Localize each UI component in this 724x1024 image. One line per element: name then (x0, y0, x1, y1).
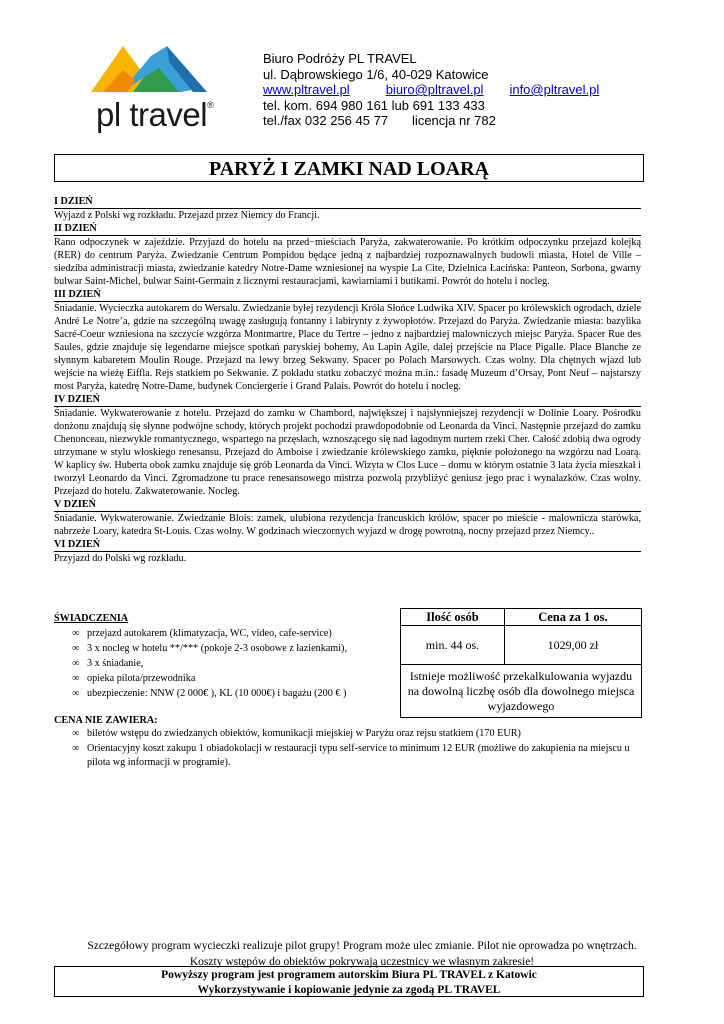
day-heading: II DZIEŃ (54, 222, 641, 236)
day-text: Rano odpoczynek w zajeździe. Przyjazd do hotelu na przed−mieściach Paryża, zakwaterowanie. Po krótkim odpoczynku przejazd kolejką (RER) do centrum Paryża. Zwiedzanie Centrum Pompidou będące jedną z najbardziej rozpoznawalnych budowli miasta, Hotel de Ville – siedziba administracji miasta, zwiedzanie katedry Notre-Dame wzniesionej na wyspie La Cite, Dzielnica Łacińska: Panteon, Sorbona, gwarny bulwar Saint-Michel, bulwar Saint-Germain z licznymi restauracjami, kawiarniami i butikami. Powrót do hotelu i nocleg. (54, 237, 641, 287)
list-item: ∞ przejazd autokarem (klimatyzacja, WC, video, cafe-service) (72, 628, 332, 639)
copyright-line: Powyższy program jest programem autorskim Biura PL TRAVEL z Katowic (161, 969, 537, 981)
footer-note-costs: Koszty wstępów do obiektów pokrywają uczestnicy we własnym zakresie! (189, 955, 535, 968)
company-fax-license: tel./fax 032 256 45 77 licencja nr 782 (263, 113, 496, 128)
excluded-section (54, 714, 654, 771)
infinity-bullet-icon: ∞ (72, 658, 80, 669)
day-heading: IV DZIEŃ (54, 393, 641, 407)
price-value: 1029,00 zł (504, 626, 641, 665)
price-col-price-header: Cena za 1 os. (504, 609, 641, 626)
list-item: ∞ 3 x śniadanie, (72, 658, 144, 669)
footer-note-program: Szczegółowy program wycieczki realizuje pilot grupy! Program może ulec zmianie. Pilot nie oprowadza po wnętrzach. (87, 940, 637, 952)
company-name: Biuro Podróży PL TRAVEL (263, 51, 417, 66)
day-text: Śniadanie. Wycieczka autokarem do Wersalu. Zwiedzanie byłej rezydencji Króla Słońce Ludwika XIV. Spacer po królewskich ogrodach, dziele André Le Notre’a, gdzie na szczególną uwagę zasługują fontanny i labirynty z żywopłotów. Przejazd do Paryża. Zwiedzanie miasta: bazylika Sacré-Coeur wzniesiona na szczycie wzgórza Montmartre, Place du Tertre – jedno z najbardziej malowniczych miejsc Paryża. Spacer Rue des Saules, gdzie znajduje się legendarne miejsce spotkań paryskiej bohemy, Au Lapin Agile, dalej przejście na Place Pigalle. Place Blanche ze słynnym kabaretem Moulin Rouge. Przejazd na lewy brzeg Sekwany. Spacer po Polach Marsowych. Czas wolny. Dla chętnych wjazd lub wejście na wieżę Eiffla. Rejs statkiem po Sekwanie. Z pokładu statku zobaczyć można m.in.: fasadę Muzeum d’Orsay, Pont Neuf – najstarszy most Paryża, katedrę Notre-Dame, budynek Conciergerie i Grand Palais. Powrót do hotelu i nocleg. (54, 303, 641, 392)
day-heading: VI DZIEŃ (54, 538, 641, 552)
price-note: Istnieje możliwość przekalkulowania wyjazdu na dowolną liczbę osób dla dowolnego miejsca wyjazdowego (401, 665, 642, 718)
copyright-line: Wykorzystywanie i kopiowanie jedynie za zgodą PL TRAVEL (197, 983, 501, 996)
infinity-bullet-icon: ∞ (72, 628, 80, 639)
company-links (263, 82, 599, 98)
services-heading: ŚWIADCZENIA (54, 613, 129, 624)
day-heading: V DZIEŃ (54, 498, 641, 512)
excluded-list (54, 727, 654, 771)
persons-value: min. 44 os. (401, 626, 505, 665)
list-item: ∞ opieka pilota/przewodnika (72, 673, 196, 684)
infinity-bullet-icon: ∞ (72, 742, 80, 754)
website-link[interactable]: www.pltravel.pl (263, 82, 350, 97)
day-text: Przyjazd do Polski wg rozkładu. (54, 553, 187, 564)
day-heading: I DZIEŃ (54, 195, 641, 209)
day-text: Wyjazd z Polski wg rozkładu. Przejazd przez Niemcy do Francji. (54, 210, 320, 221)
copyright-box (54, 966, 644, 997)
email-link-info[interactable]: info@pltravel.pl (509, 82, 600, 97)
price-col-persons-header: Ilość osób (401, 609, 505, 626)
list-item: ∞ Orientacyjny koszt zakupu 1 obiadokolacji w restauracji typu self-service to minimum 12 EUR (możliwe do zakupienia na miejscu u pilota wg informacji w programie). (72, 742, 630, 768)
company-address: ul. Dąbrowskiego 1/6, 40-029 Katowice (263, 66, 489, 82)
company-phone: tel. kom. 694 980 161 lub 691 133 433 (263, 97, 485, 113)
email-link-biuro[interactable]: biuro@pltravel.pl (385, 82, 484, 97)
page-title: PARYŻ I ZAMKI NAD LOARĄ (54, 154, 644, 182)
list-item: ∞ biletów wstępu do zwiedzanych obiektów, komunikacji miejskiej w Paryżu oraz rejsu statkiem (170 EUR) (54, 727, 654, 742)
day-text: Śniadanie. Wykwaterowanie z hotelu. Przejazd do zamku w Chambord, największej i najsłynniejszej rezydencji w Dolinie Loary. Pośrodku donżonu znajdują się słynne podwójne schody, których projekt pochodzi prawdopodobnie od Leonarda da Vinci. Następnie przejazd do zamku Chenonceau, niezwykle romantycznego, wspartego na przęsłach, wznoszącego się nad łagodnym nurtem rzeki Cher. Całość zdobią dwa ogrody utrzymane w stylu włoskiego renesansu. Przejazd do Amboise i zwiedzanie królewskiego zamku, pięknie położonego na wzgórzu nad Loarą. W kaplicy św. Huberta obok zamku znajduje się grób Leonarda da Vinci. Wizyta w Clos Luce – domu w którym ostatnie 3 lata życia mieszkał i tworzył Leonardo da Vinci. Zgromadzone tu prace renesansowego mistrza pozwolą przybliżyć geniusz jego prac i wynalazków. Czas wolny. Przejazd do hotelu. Zakwaterowanie. Nocleg. (54, 408, 641, 497)
logo-wordmark: pl travel® (96, 96, 214, 133)
itinerary (54, 195, 641, 565)
list-item: ∞ 3 x nocleg w hotelu **/*** (pokoje 2-3 osobowe z łazienkami), (72, 643, 348, 654)
list-item: ∞ ubezpieczenie: NNW (2 000€ ), KL (10 000€) i bagażu (200 € ) (72, 688, 347, 699)
excluded-heading: CENA NIE ZAWIERA: (54, 715, 158, 726)
infinity-bullet-icon: ∞ (72, 728, 80, 739)
day-text: Śniadanie. Wykwaterowanie. Zwiedzanie Blois: zamek, ulubiona rezydencja francuskich królów, spacer po mieście - malownicza starówka, nabrzeże Loary, katedra St-Louis. Czas wolny. W godzinach wieczornych wyjazd w drogę powrotną, nocny przejazd przez Niemcy.. (54, 513, 641, 537)
infinity-bullet-icon: ∞ (72, 643, 80, 654)
infinity-bullet-icon: ∞ (72, 688, 80, 699)
mountain-logo-icon (83, 40, 223, 100)
infinity-bullet-icon: ∞ (72, 673, 80, 684)
day-heading: III DZIEŃ (54, 288, 641, 302)
price-table (400, 608, 642, 718)
company-logo (83, 40, 223, 135)
company-info (263, 51, 599, 129)
